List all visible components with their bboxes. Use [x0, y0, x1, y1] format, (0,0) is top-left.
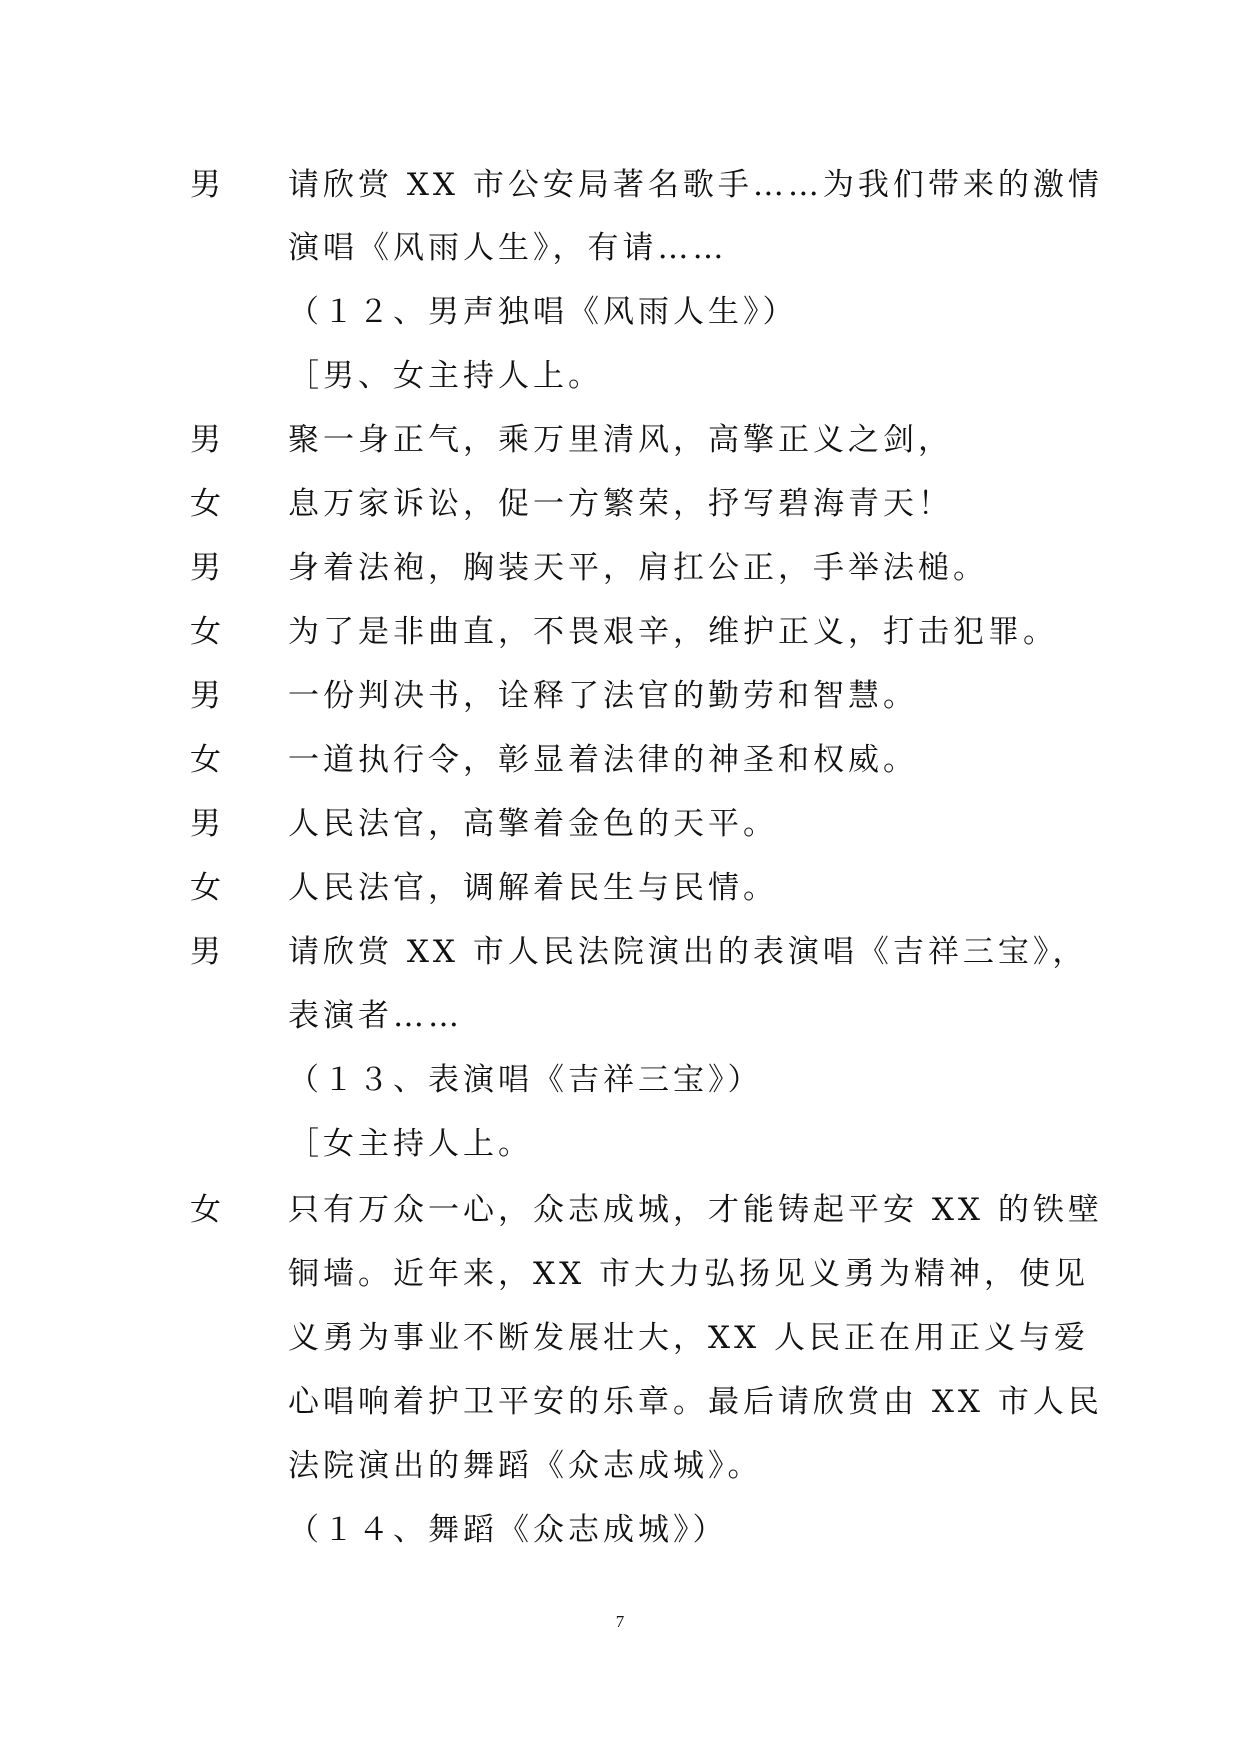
script-line: 只有万众一心，众志成城，才能铸起平安 XX 的铁壁 — [288, 1192, 1103, 1228]
script-line: 一份判决书，诠释了法官的勤劳和智慧。 — [288, 678, 918, 714]
speaker-label: 男 — [190, 167, 225, 203]
script-line: 心唱响着护卫平安的乐章。最后请欣赏由 XX 市人民 — [288, 1384, 1103, 1420]
script-line: 一道执行令，彰显着法律的神圣和权威。 — [288, 742, 918, 778]
script-line: 身着法袍，胸装天平，肩扛公正，手举法槌。 — [288, 550, 988, 586]
stage-direction: （１４、舞蹈《众志成城》） — [288, 1512, 728, 1548]
script-line: 请欣赏 XX 市公安局著名歌手……为我们带来的激情 — [288, 167, 1103, 203]
stage-direction: ［男、女主持人上。 — [288, 358, 603, 394]
script-line: 聚一身正气，乘万里清风，高擎正义之剑， — [288, 422, 953, 458]
speaker-label: 男 — [190, 550, 225, 586]
script-line: 法院演出的舞蹈《众志成城》。 — [288, 1448, 763, 1484]
script-line: 人民法官，高擎着金色的天平。 — [288, 806, 778, 842]
script-line: 义勇为事业不断发展壮大，XX 人民正在用正义与爱 — [288, 1320, 1089, 1356]
speaker-label: 女 — [190, 1192, 225, 1228]
script-line: 人民法官，调解着民生与民情。 — [288, 870, 778, 906]
speaker-label: 男 — [190, 678, 225, 714]
speaker-label: 女 — [190, 486, 225, 522]
script-line: 请欣赏 XX 市人民法院演出的表演唱《吉祥三宝》， — [288, 934, 1088, 970]
speaker-label: 女 — [190, 742, 225, 778]
speaker-label: 女 — [190, 870, 225, 906]
stage-direction: （１３、表演唱《吉祥三宝》） — [288, 1062, 763, 1098]
script-line: 表演者…… — [288, 998, 463, 1034]
speaker-label: 男 — [190, 934, 225, 970]
page-number: 7 — [615, 1612, 625, 1631]
stage-direction: ［女主持人上。 — [288, 1126, 533, 1162]
script-line: 演唱《风雨人生》，有请…… — [288, 230, 728, 266]
speaker-label: 男 — [190, 422, 225, 458]
script-line: 为了是非曲直，不畏艰辛，维护正义，打击犯罪。 — [288, 614, 1058, 650]
script-line: 息万家诉讼，促一方繁荣，抒写碧海青天！ — [288, 486, 953, 522]
stage-direction: （１２、男声独唱《风雨人生》） — [288, 294, 798, 330]
script-line: 铜墙。近年来，XX 市大力弘扬见义勇为精神，使见 — [288, 1256, 1089, 1292]
speaker-label: 男 — [190, 806, 225, 842]
speaker-label: 女 — [190, 614, 225, 650]
